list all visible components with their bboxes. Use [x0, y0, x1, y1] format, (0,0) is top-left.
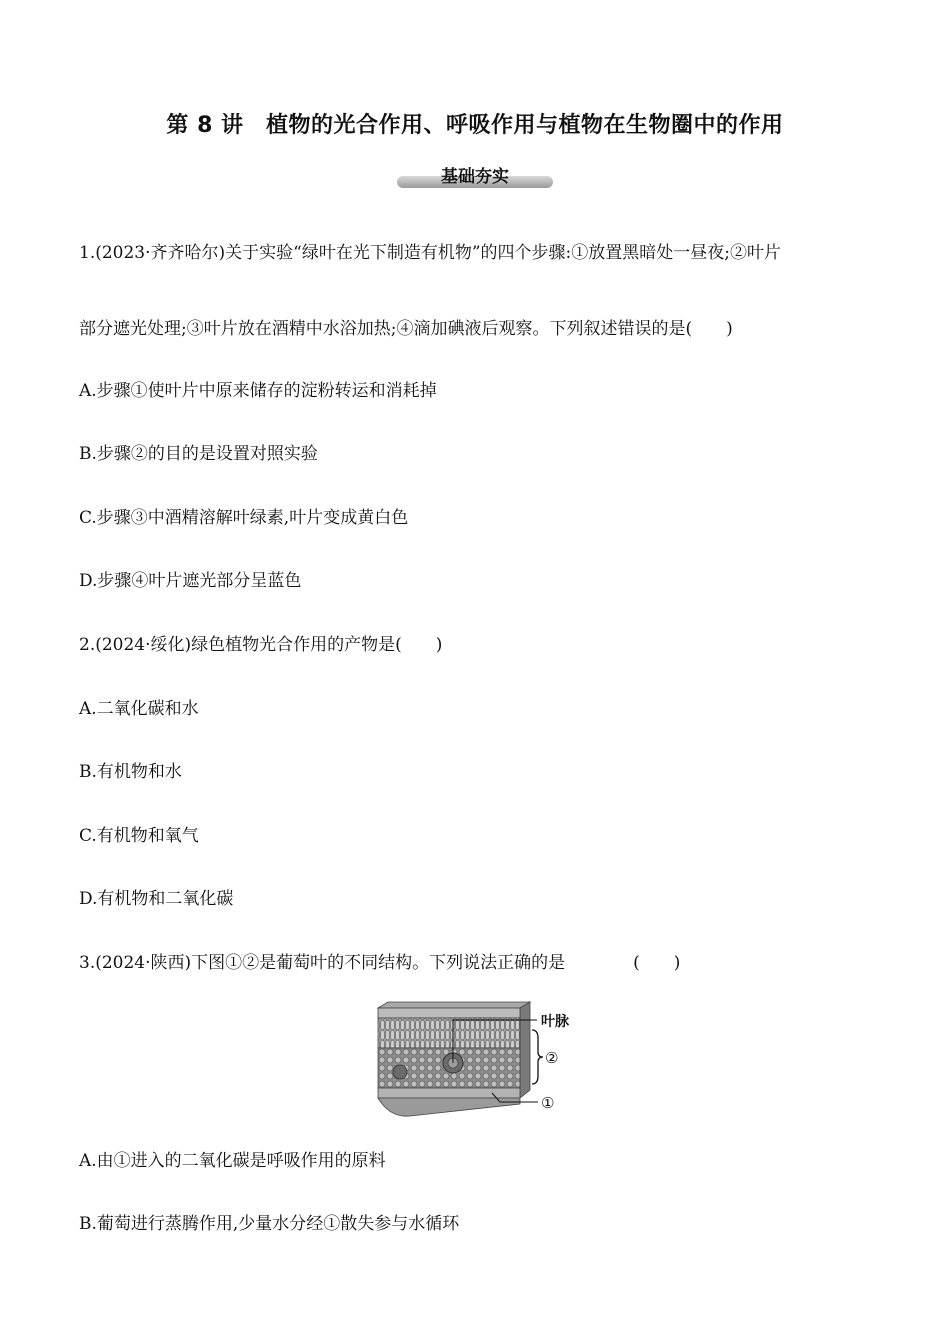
page-title: 第 8 讲 植物的光合作用、呼吸作用与植物在生物圈中的作用 [166, 113, 784, 138]
q1-stem-line2: 部分遮光处理;③叶片放在酒精中水浴加热;④滴加碘液后观察。下列叙述错误的是( ) [79, 319, 733, 339]
q1-option-b: B.步骤②的目的是设置对照实验 [79, 444, 318, 464]
section-label: 基础夯实 [441, 167, 509, 187]
q2-option-d: D.有机物和二氧化碳 [79, 889, 234, 909]
q2-stem: 2.(2024·绥化)绿色植物光合作用的产物是( ) [79, 635, 443, 655]
palisade-layer [378, 1018, 520, 1048]
q1-option-d: D.步骤④叶片遮光部分呈蓝色 [79, 571, 302, 591]
block-top-face [378, 1002, 530, 1008]
q2-option-c: C.有机物和氧气 [79, 826, 199, 846]
upper-epidermis [378, 1008, 520, 1018]
label-2: ② [545, 1049, 559, 1067]
block-side-face [520, 1002, 530, 1098]
q3-stem: 3.(2024·陕西)下图①②是葡萄叶的不同结构。下列说法正确的是 ( ) [79, 953, 681, 973]
q3-option-a: A.由①进入的二氧化碳是呼吸作用的原料 [79, 1151, 386, 1171]
label-1: ① [541, 1094, 555, 1112]
lower-epidermis [378, 1088, 520, 1098]
bracket-2 [532, 1030, 543, 1084]
section-banner [397, 162, 553, 190]
q1-option-a: A.步骤①使叶片中原来储存的淀粉转运和消耗掉 [79, 381, 437, 401]
label-vein: 叶脉 [541, 1014, 569, 1030]
q2-option-b: B.有机物和水 [79, 762, 182, 782]
q2-option-a: A.二氧化碳和水 [79, 699, 199, 719]
q1-option-c: C.步骤③中酒精溶解叶绿素,叶片变成黄白色 [79, 508, 409, 528]
q3-option-b: B.葡萄进行蒸腾作用,少量水分经①散失参与水循环 [79, 1214, 460, 1234]
q1-stem-line1: 1.(2023·齐齐哈尔)关于实验“绿叶在光下制造有机物”的四个步骤:①放置黑暗处一昼夜;②叶片 [79, 243, 781, 263]
leaf-cross-section-figure [370, 1000, 585, 1125]
